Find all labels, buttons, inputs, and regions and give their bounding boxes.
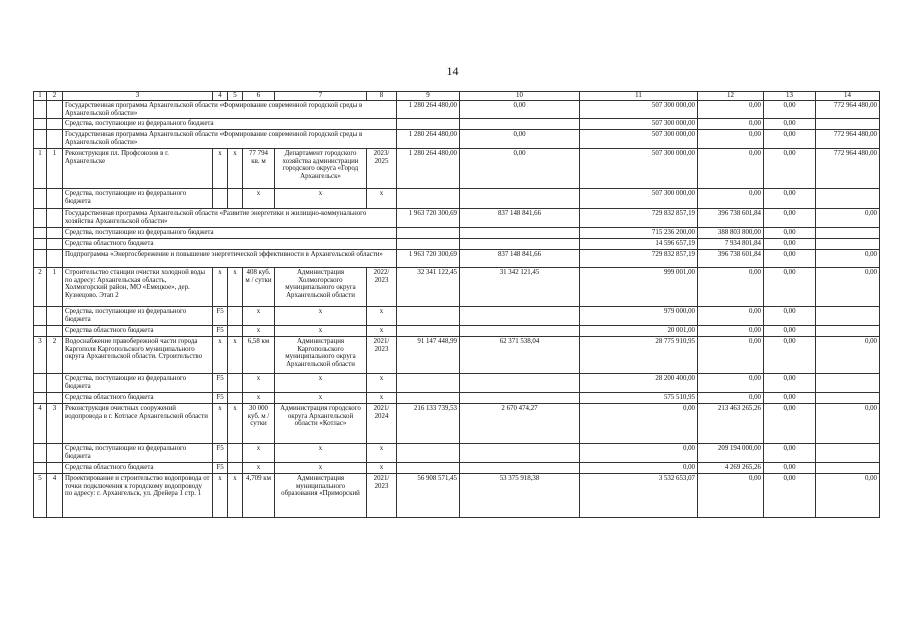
column-header: 12 [698,92,764,101]
table-cell [460,188,580,208]
table-cell [47,238,63,249]
table-cell: 0,00 [698,267,764,306]
table-cell [397,462,460,473]
table-cell [47,227,63,238]
table-row [34,238,880,249]
table-cell [47,130,63,148]
table-cell: 0,00 [764,119,816,130]
table-cell: х [367,306,397,325]
table-row [34,227,880,238]
table-cell: 1 [47,148,63,188]
table-cell: 2023/ 2025 [367,148,397,188]
table-cell: 999 001,00 [580,267,698,306]
table-cell: 0,00 [764,238,816,249]
table-row [34,101,880,119]
table-row [34,130,880,148]
table-cell: 507 300 000,00 [580,148,698,188]
table-cell: 0,00 [764,336,816,373]
table-cell: 772 964 480,00 [816,130,880,148]
table-cell: 388 803 800,00 [698,227,764,238]
table-cell: Администрация Холмогорского муниципального округа Архангельской области [275,267,367,306]
table-cell [34,188,47,208]
table-cell: х [275,443,367,462]
table-cell: 729 832 857,19 [580,208,698,227]
table-cell [460,373,580,392]
table-cell: 0,00 [764,148,816,188]
table-cell: 0,00 [764,462,816,473]
table-row [34,373,880,392]
table-cell [34,101,47,119]
table-cell: х [243,188,275,208]
table-cell: 2022/ 2023 [367,267,397,306]
table-cell: 0,00 [698,188,764,208]
table-row [34,473,880,517]
table-cell [34,130,47,148]
table-cell: х [243,392,275,403]
table-cell: 30 000 куб. м / сутки [243,403,275,443]
table-cell: х [228,148,243,188]
table-row [34,188,880,208]
table-cell: х [228,473,243,517]
table-cell [34,238,47,249]
table-cell: х [243,443,275,462]
table-row [34,336,880,373]
table-cell: 1 963 720 300,69 [397,208,460,227]
table-cell: 91 147 448,99 [397,336,460,373]
table-cell [460,238,580,249]
table-cell: 715 236 200,00 [580,227,698,238]
table-cell: 2 [47,336,63,373]
table-cell [34,392,47,403]
table-cell [460,443,580,462]
table-cell [460,462,580,473]
column-header: 6 [243,92,275,101]
column-header: 13 [764,92,816,101]
row-title: Государственная программа Архангельской области «Развитие энергетики и жилищно-коммунального хозяйства Архангельской области» [63,208,397,227]
row-title: Средства, поступающие из федерального бюджета [63,119,397,130]
table-cell [34,325,47,336]
row-title: Государственная программа Архангельской области «Формирование современной городской среды в Архангельской области» [63,101,397,119]
funding-source: Средства областного бюджета [63,325,213,336]
budget-table [33,91,880,518]
table-cell: 0,00 [816,336,880,373]
table-cell: 0,00 [764,101,816,119]
table-cell: 729 832 857,19 [580,249,698,267]
table-cell [228,325,243,336]
table-cell: 4 [47,473,63,517]
table-cell [816,392,880,403]
table-cell: F5 [213,443,228,462]
table-cell [816,443,880,462]
object-name: Реконструкция пл. Профсоюзов в г. Архангельске [63,148,213,188]
table-cell: 0,00 [698,336,764,373]
table-cell: х [213,336,228,373]
table-cell: х [367,443,397,462]
table-cell [34,227,47,238]
table-cell: 77 794 кв. м [243,148,275,188]
column-header: 4 [213,92,228,101]
table-cell: х [213,403,228,443]
table-cell: 0,00 [764,306,816,325]
table-cell [47,325,63,336]
table-cell: 507 300 000,00 [580,130,698,148]
table-cell: х [275,325,367,336]
table-cell: х [367,325,397,336]
table-cell [816,373,880,392]
funding-source: Средства областного бюджета [63,392,213,403]
table-cell [397,306,460,325]
table-cell: х [367,188,397,208]
table-cell [47,188,63,208]
table-cell [34,306,47,325]
table-cell [47,462,63,473]
table-cell: 2021/ 2024 [367,403,397,443]
table-cell: 28 200 400,00 [580,373,698,392]
column-header: 3 [63,92,213,101]
table-cell: 0,00 [698,148,764,188]
table-cell: 0,00 [764,267,816,306]
table-body [34,92,880,518]
table-cell: 1 280 264 480,00 [397,101,460,119]
funding-source: Средства, поступающие из федерального бюджета [63,188,213,208]
table-cell: х [275,392,367,403]
table-cell: 1 280 264 480,00 [397,148,460,188]
table-cell: 0,00 [764,130,816,148]
table-cell: 1 [47,267,63,306]
table-row [34,325,880,336]
object-name: Реконструкция очистных сооружений водопровода в г. Котласе Архангельской области [63,403,213,443]
table-cell: х [275,306,367,325]
table-cell [397,227,460,238]
table-cell: Администрация городского округа Архангельской области «Котлас» [275,403,367,443]
table-cell: 20 001,00 [580,325,698,336]
table-cell: 53 375 918,38 [460,473,580,517]
table-cell: 1 280 264 480,00 [397,130,460,148]
table-cell [397,325,460,336]
table-cell: 1 963 720 300,69 [397,249,460,267]
table-cell: 0,00 [698,373,764,392]
table-cell [228,443,243,462]
column-header: 7 [275,92,367,101]
table-cell: 0,00 [816,249,880,267]
table-cell: 1 [34,148,47,188]
table-cell: F5 [213,392,228,403]
table-cell: 507 300 000,00 [580,188,698,208]
table-cell: х [243,306,275,325]
table-cell: х [243,373,275,392]
table-cell: Департамент городского хозяйства администрации городского округа «Город Архангельск» [275,148,367,188]
table-cell: 0,00 [764,188,816,208]
table-cell: 7 934 801,84 [698,238,764,249]
row-title: Средства областного бюджета [63,238,397,249]
table-cell [397,392,460,403]
table-cell [47,443,63,462]
table-cell: 3 532 653,07 [580,473,698,517]
table-cell: 0,00 [580,443,698,462]
table-cell: 0,00 [764,373,816,392]
column-header: 5 [228,92,243,101]
table-cell: 0,00 [764,473,816,517]
table-cell: 0,00 [816,267,880,306]
column-header: 2 [47,92,63,101]
table-cell [460,119,580,130]
table-cell: 0,00 [764,208,816,227]
column-header: 10 [460,92,580,101]
table-cell: 5 [34,473,47,517]
table-cell: 0,00 [816,473,880,517]
table-cell [47,101,63,119]
table-cell [460,392,580,403]
table-cell: 2 670 474,27 [460,403,580,443]
funding-source: Средства, поступающие из федерального бюджета [63,306,213,325]
table-cell [47,249,63,267]
table-row [34,462,880,473]
table-cell [460,227,580,238]
table-cell [228,462,243,473]
table-cell: 772 964 480,00 [816,148,880,188]
table-cell: х [243,325,275,336]
table-cell: F5 [213,325,228,336]
table-cell: 0,00 [580,462,698,473]
table-cell: х [228,267,243,306]
table-cell: 62 371 538,04 [460,336,580,373]
table-cell: 0,00 [460,101,580,119]
table-cell: 0,00 [698,473,764,517]
table-cell: 4 [34,403,47,443]
table-cell [397,373,460,392]
table-cell: х [275,373,367,392]
table-cell: 0,00 [698,119,764,130]
table-cell: х [275,462,367,473]
table-cell: х [367,373,397,392]
table-cell: 2021/ 2023 [367,473,397,517]
table-cell [34,462,47,473]
table-cell: F5 [213,373,228,392]
table-cell: 0,00 [698,306,764,325]
table-cell [47,208,63,227]
table-row [34,443,880,462]
table-row [34,392,880,403]
table-cell: 772 964 480,00 [816,101,880,119]
table-cell [228,188,243,208]
table-cell: 0,00 [764,403,816,443]
table-cell [34,119,47,130]
funding-source: Средства, поступающие из федерального бюджета [63,373,213,392]
funding-source: Средства областного бюджета [63,462,213,473]
table-cell: х [213,148,228,188]
column-header: 11 [580,92,698,101]
table-cell: 0,00 [698,130,764,148]
table-cell: 0,00 [764,443,816,462]
table-cell [34,443,47,462]
table-cell [213,188,228,208]
table-cell [34,208,47,227]
table-cell [816,462,880,473]
column-header: 8 [367,92,397,101]
table-cell [47,392,63,403]
table-cell: х [228,403,243,443]
row-title: Средства, поступающие из федерального бюджета [63,227,397,238]
table-cell: 408 куб. м / сутки [243,267,275,306]
table-cell: 6,58 км [243,336,275,373]
table-cell: х [367,462,397,473]
table-cell: 4 269 265,26 [698,462,764,473]
table-cell: 2 [34,267,47,306]
table-cell: Администрация муниципального образования «Приморский [275,473,367,517]
table-row [34,306,880,325]
table-cell [34,249,47,267]
table-cell: х [243,462,275,473]
table-cell [816,227,880,238]
table-cell: х [213,267,228,306]
table-cell: 0,00 [764,325,816,336]
table-cell: 507 300 000,00 [580,119,698,130]
table-cell: 3 [47,403,63,443]
table-cell: 56 908 571,45 [397,473,460,517]
table-cell: х [367,392,397,403]
table-cell: 0,00 [816,208,880,227]
column-header: 14 [816,92,880,101]
object-name: Водоснабжение правобережной части города Каргополя Каргопольского муниципального округа Архангельской области. Строительство [63,336,213,373]
table-cell [816,188,880,208]
table-cell [816,238,880,249]
table-cell: 0,00 [816,403,880,443]
table-cell [816,325,880,336]
table-cell: F5 [213,462,228,473]
table-row [34,267,880,306]
table-cell: 396 738 601,84 [698,208,764,227]
table-cell: 213 463 265,26 [698,403,764,443]
table-cell [47,119,63,130]
row-title: Государственная программа Архангельской области «Формирование современной городской среды в Архангельской области» [63,130,397,148]
table-row [34,119,880,130]
table-cell: 0,00 [764,392,816,403]
table-header-row [34,92,880,101]
table-cell [816,119,880,130]
table-cell [397,188,460,208]
table-cell [47,306,63,325]
table-cell [397,443,460,462]
object-name: Строительство станции очистки холодной воды по адресу: Архангельская область, Холмогорский район, МО «Емецкое», дер. Кузнецово. Этап 2 [63,267,213,306]
column-header: 1 [34,92,47,101]
table-cell: 507 300 000,00 [580,101,698,119]
table-cell [816,306,880,325]
table-cell: 32 341 122,45 [397,267,460,306]
object-name: Проектирование и строительство водопровода от точки подключения к городскому водопроводу по адресу: г. Архангельск, ул. Дрейера 1 стр. 1 [63,473,213,517]
table-cell [397,119,460,130]
table-cell: х [213,473,228,517]
table-cell: х [275,188,367,208]
row-title: Подпрограмма «Энергосбережение и повышение энергетической эффективности в Архангельской области» [63,249,397,267]
funding-source: Средства, поступающие из федерального бюджета [63,443,213,462]
table-cell [34,373,47,392]
table-cell: 575 510,95 [580,392,698,403]
table-cell: 396 738 601,84 [698,249,764,267]
table-cell [47,373,63,392]
table-cell: 837 148 841,66 [460,249,580,267]
table-cell [228,306,243,325]
table-cell [228,392,243,403]
table-cell: 0,00 [698,325,764,336]
table-cell [460,325,580,336]
table-cell: 0,00 [460,130,580,148]
table-cell: 28 775 910,95 [580,336,698,373]
table-cell: 0,00 [580,403,698,443]
table-cell: 4,709 км [243,473,275,517]
table-cell: 2021/ 2023 [367,336,397,373]
table-row [34,403,880,443]
table-cell: 216 133 739,53 [397,403,460,443]
table-cell: 3 [34,336,47,373]
table-cell: х [228,336,243,373]
table-row [34,208,880,227]
table-cell: Администрация Каргопольского муниципального округа Архангельской области [275,336,367,373]
table-cell: 14 596 657,19 [580,238,698,249]
table-row [34,148,880,188]
table-cell: 979 000,00 [580,306,698,325]
table-cell: 0,00 [698,392,764,403]
page-number: 14 [446,64,459,78]
table-cell: 0,00 [764,227,816,238]
table-cell: 0,00 [460,148,580,188]
table-cell: 0,00 [764,249,816,267]
table-cell [460,306,580,325]
table-cell: 31 342 121,45 [460,267,580,306]
column-header: 9 [397,92,460,101]
table-cell: 209 194 000,00 [698,443,764,462]
table-row [34,249,880,267]
table-cell [397,238,460,249]
table-cell: F5 [213,306,228,325]
table-cell: 0,00 [698,101,764,119]
table-cell: 837 148 841,66 [460,208,580,227]
table-cell [228,373,243,392]
